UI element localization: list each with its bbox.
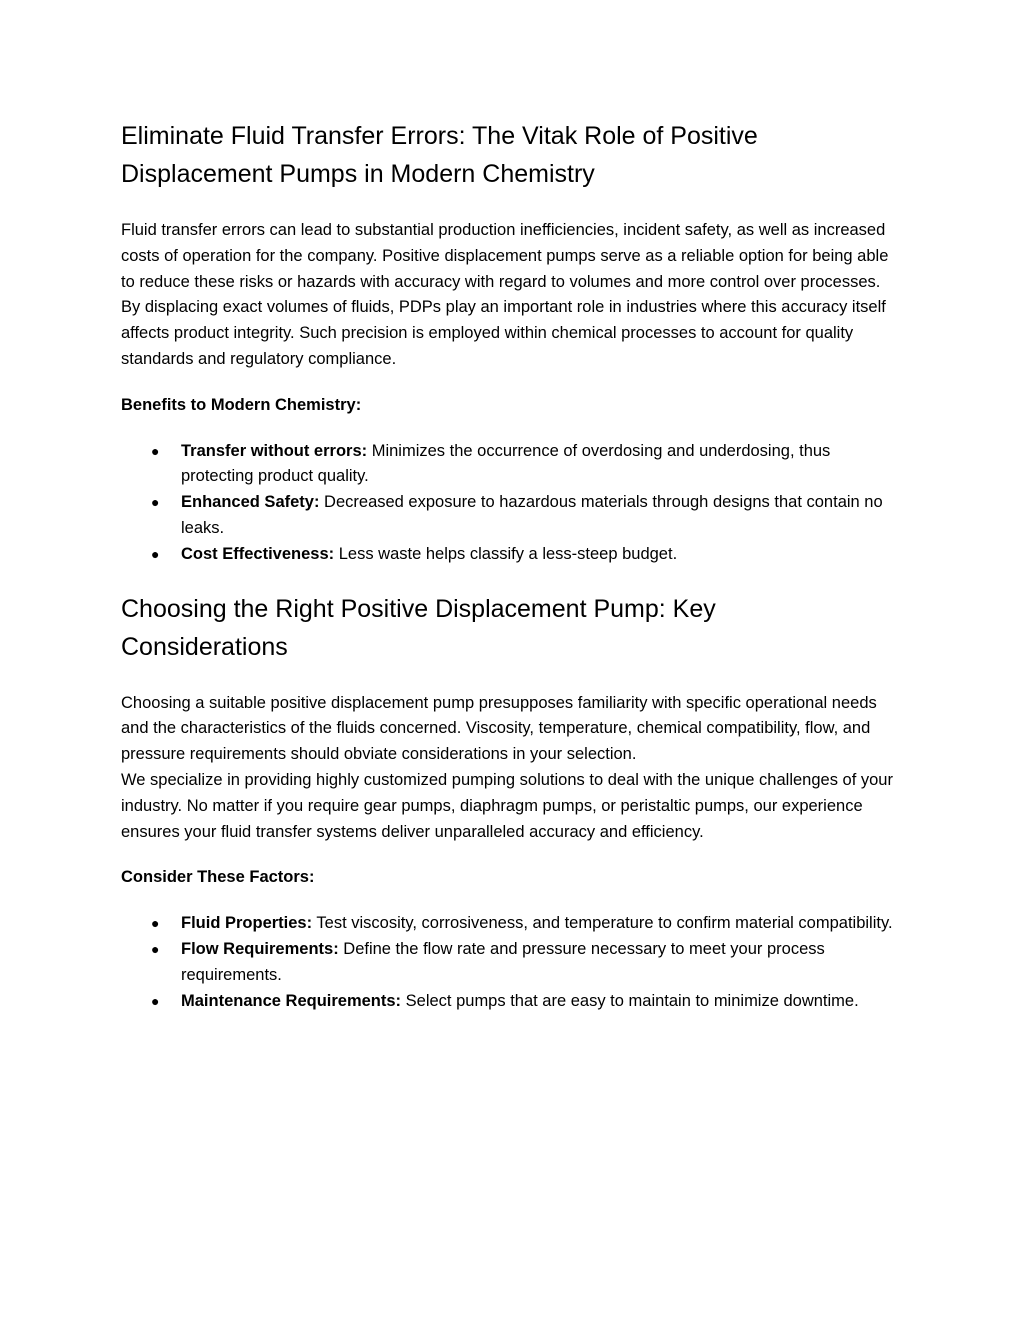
benefits-list xyxy=(121,439,906,568)
paragraph-choosing-pump: Choosing a suitable positive displacement pump presupposes familiarity with specific operational needs and the characteristics of the fluids concerned. Viscosity, temperature, chemical compatibility, flow, and pressure requirements should obviate considerations in your selection. xyxy=(121,693,877,764)
bullet-icon: ● xyxy=(151,915,160,932)
section-heading-choosing-pump: Choosing the Right Positive Displacement Pump: Key Considerations xyxy=(121,594,716,661)
bullet-term: Fluid Properties: xyxy=(181,914,313,933)
list-item xyxy=(121,937,906,989)
bullet-icon: ● xyxy=(151,940,160,957)
bullet-text: Test viscosity, corrosiveness, and temperature to confirm material compatibility. xyxy=(312,914,893,933)
list-title-benefits: Benefits to Modern Chemistry: xyxy=(121,395,362,414)
bullet-text: Select pumps that are easy to maintain to minimize downtime. xyxy=(401,991,859,1010)
list-item xyxy=(121,439,906,491)
bullet-icon: ● xyxy=(151,545,160,562)
section-heading-fluid-transfer: Eliminate Fluid Transfer Errors: The Vitak Role of Positive Displacement Pumps in Modern Chemistry xyxy=(121,122,758,188)
bullet-term: Flow Requirements: xyxy=(181,939,339,958)
bullet-text: Decreased exposure to hazardous materials through designs that contain no leaks. xyxy=(181,493,883,537)
list-item xyxy=(121,911,906,937)
bullet-icon: ● xyxy=(151,992,160,1009)
paragraph-pdp-precision: By displacing exact volumes of fluids, PDPs play an important role in industries where this accuracy itself affects product integrity. Such precision is employed within chemical processes to account for quality standards and regulatory compliance. xyxy=(121,298,886,368)
list-item xyxy=(121,490,906,542)
bullet-text: Define the flow rate and pressure necessary to meet your process requirements. xyxy=(181,939,825,984)
factors-list xyxy=(121,911,906,1014)
list-title-factors: Consider These Factors: xyxy=(121,868,315,887)
list-item xyxy=(121,989,906,1015)
bullet-term: Enhanced Safety: xyxy=(181,493,320,512)
document-page xyxy=(121,117,906,1014)
list-item xyxy=(121,542,906,568)
bullet-term: Cost Effectiveness: xyxy=(181,544,335,563)
paragraph-customized-solutions: We specialize in providing highly customized pumping solutions to deal with the unique challenges of your industry. No matter if you require gear pumps, diaphragm pumps, or peristaltic pumps, our experience ensures your fluid transfer systems deliver unparalleled accuracy and efficiency. xyxy=(121,770,893,841)
bullet-text: Less waste helps classify a less-steep budget. xyxy=(334,544,678,563)
bullet-text: Minimizes the occurrence of overdosing and underdosing, thus protecting product quality. xyxy=(181,441,831,486)
bullet-term: Maintenance Requirements: xyxy=(181,991,402,1010)
bullet-term: Transfer without errors: xyxy=(181,441,368,460)
bullet-icon: ● xyxy=(151,442,160,459)
bullet-icon: ● xyxy=(151,494,160,511)
paragraph-fluid-transfer-errors: Fluid transfer errors can lead to substantial production inefficiencies, incident safety, as well as increased costs of operation for the company. Positive displacement pumps serve as a reliable option for being able to reduce these risks or hazards with accuracy with regard to volumes and more control over processes. xyxy=(121,221,889,291)
